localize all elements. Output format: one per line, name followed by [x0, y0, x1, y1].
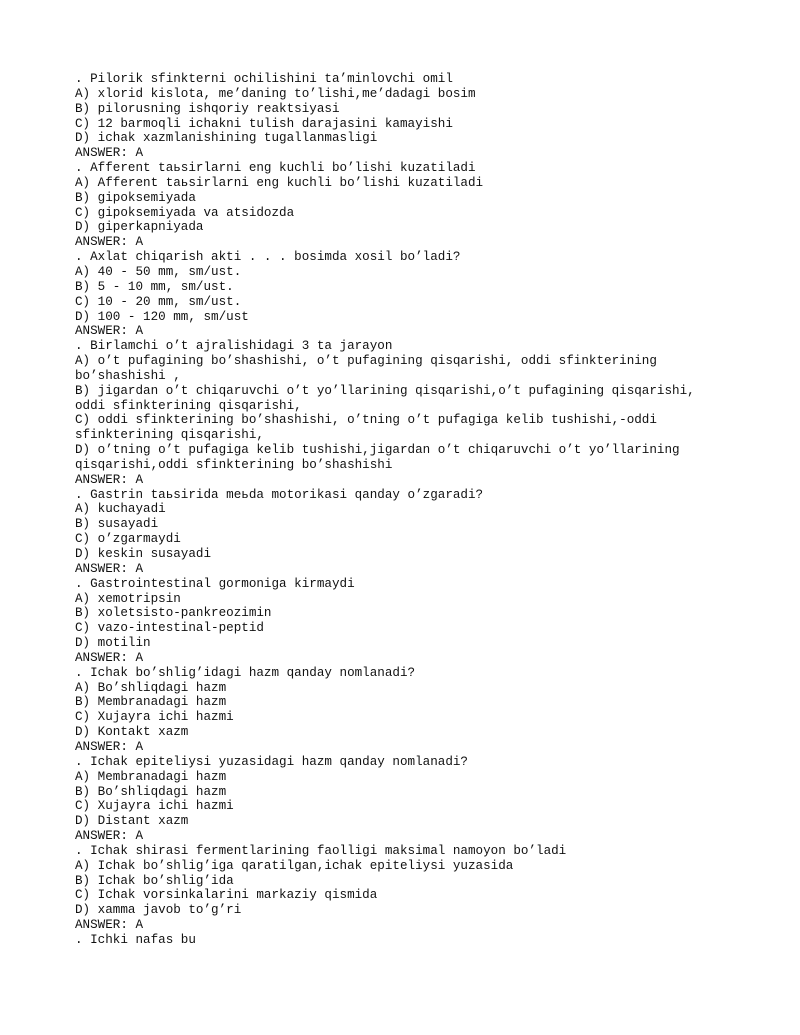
continuation-line: oddi sfinkterining qisqarishi, — [75, 398, 302, 413]
continuation-line: sfinkterining qisqarishi, — [75, 428, 264, 443]
option-line: C) 10 - 20 mm, sm/ust. — [75, 294, 242, 309]
option-line: C) Ichak vorsinkalarini markaziy qismida — [75, 888, 378, 903]
option-line: D) keskin susayadi — [75, 547, 212, 561]
option-line: C) Xujayra ichi hazmi — [75, 799, 234, 814]
question-line: . Gastrointestinal gormoniga kirmaydi — [75, 576, 355, 591]
option-line: C) oddi sfinkterining bo’shashishi, o’tning o’t pufagiga kelib tushishi,-oddi — [75, 413, 657, 428]
option-line: A) Ichak bo’shlig’iga qaratilgan,ichak epiteliysi yuzasida — [75, 858, 514, 873]
question-line: . Pilorik sfinkterni ochilishini ta’minlovchi omil — [75, 72, 453, 86]
option-line: D) Distant xazm — [75, 814, 189, 829]
option-line: D) xamma javob to’g’ri — [75, 903, 242, 918]
question-line: . Gastrin taьsirida meьda motorikasi qanday o’zgaradi? — [75, 487, 484, 502]
answer-line: ANSWER: A — [75, 739, 144, 754]
answer-line: ANSWER: A — [75, 146, 144, 161]
option-line: D) o’tning o’t pufagiga kelib tushishi,jigardan o’t chiqaruvchi o’t yo’llarining — [75, 443, 680, 458]
answer-line: ANSWER: A — [75, 235, 144, 250]
option-line: B) susayadi — [75, 517, 159, 532]
option-line: B) Bo’shliqdagi hazm — [75, 784, 227, 799]
option-line: D) motilin — [75, 636, 151, 651]
option-line: D) ichak xazmlanishining tugallanmasligi — [75, 131, 378, 146]
option-line: D) 100 - 120 mm, sm/ust — [75, 309, 249, 324]
answer-line: ANSWER: A — [75, 829, 144, 844]
option-line: A) o’t pufagining bo’shashishi, o’t pufagining qisqarishi, oddi sfinkterining — [75, 354, 657, 369]
option-line: B) pilorusning ishqoriy reaktsiyasi — [75, 101, 340, 116]
document-body — [75, 72, 775, 948]
option-line: C) gipoksemiyada va atsidozda — [75, 205, 295, 220]
option-line: D) Kontakt xazm — [75, 725, 189, 740]
option-line: A) xemotripsin — [75, 591, 181, 606]
question-line: . Ichak bo’shlig’idagi hazm qanday nomlanadi? — [75, 665, 416, 680]
option-line: B) 5 - 10 mm, sm/ust. — [75, 279, 234, 294]
answer-line: ANSWER: A — [75, 472, 144, 487]
option-line: B) jigardan o’t chiqaruvchi o’t yo’llarining qisqarishi,o’t pufagining qisqarishi, — [75, 383, 695, 398]
question-line: . Afferent taьsirlarni eng kuchli bo’lishi kuzatiladi — [75, 161, 476, 176]
question-line: . Axlat chiqarish akti . . . bosimda xosil bo’ladi? — [75, 250, 461, 265]
option-line: B) Membranadagi hazm — [75, 695, 227, 710]
option-line: B) Ichak bo’shlig’ida — [75, 873, 234, 888]
option-line: A) Membranadagi hazm — [75, 769, 227, 784]
option-line: A) xlorid kislota, me’daning to’lishi,me’dadagi bosim — [75, 86, 476, 101]
option-line: A) Afferent taьsirlarni eng kuchli bo’lishi kuzatiladi — [75, 175, 484, 190]
option-line: A) Bo’shliqdagi hazm — [75, 680, 227, 695]
answer-line: ANSWER: A — [75, 324, 144, 339]
option-line: C) vazo-intestinal-peptid — [75, 621, 264, 636]
continuation-line: qisqarishi,oddi sfinkterining bo’shashishi — [75, 457, 393, 472]
answer-line: ANSWER: A — [75, 650, 144, 665]
question-line: . Birlamchi o’t ajralishidagi 3 ta jarayon — [75, 339, 393, 354]
option-line: C) o’zgarmaydi — [75, 532, 181, 547]
option-line: A) 40 - 50 mm, sm/ust. — [75, 264, 242, 279]
answer-line: ANSWER: A — [75, 561, 144, 576]
continuation-line: bo’shashishi , — [75, 368, 181, 383]
option-line: B) gipoksemiyada — [75, 190, 196, 205]
question-line: . Ichak shirasi fermentlarining faolligi maksimal namoyon bo’ladi — [75, 843, 567, 858]
option-line: C) Xujayra ichi hazmi — [75, 710, 234, 725]
question-line: . Ichak epiteliysi yuzasidagi hazm qanday nomlanadi? — [75, 754, 468, 769]
question-line: . Ichki nafas bu — [75, 932, 196, 947]
option-line: D) giperkapniyada — [75, 220, 204, 235]
option-line: A) kuchayadi — [75, 502, 166, 517]
option-line: B) xoletsisto-pankreozimin — [75, 606, 272, 621]
option-line: C) 12 barmoqli ichakni tulish darajasini kamayishi — [75, 116, 453, 131]
answer-line: ANSWER: A — [75, 918, 144, 933]
